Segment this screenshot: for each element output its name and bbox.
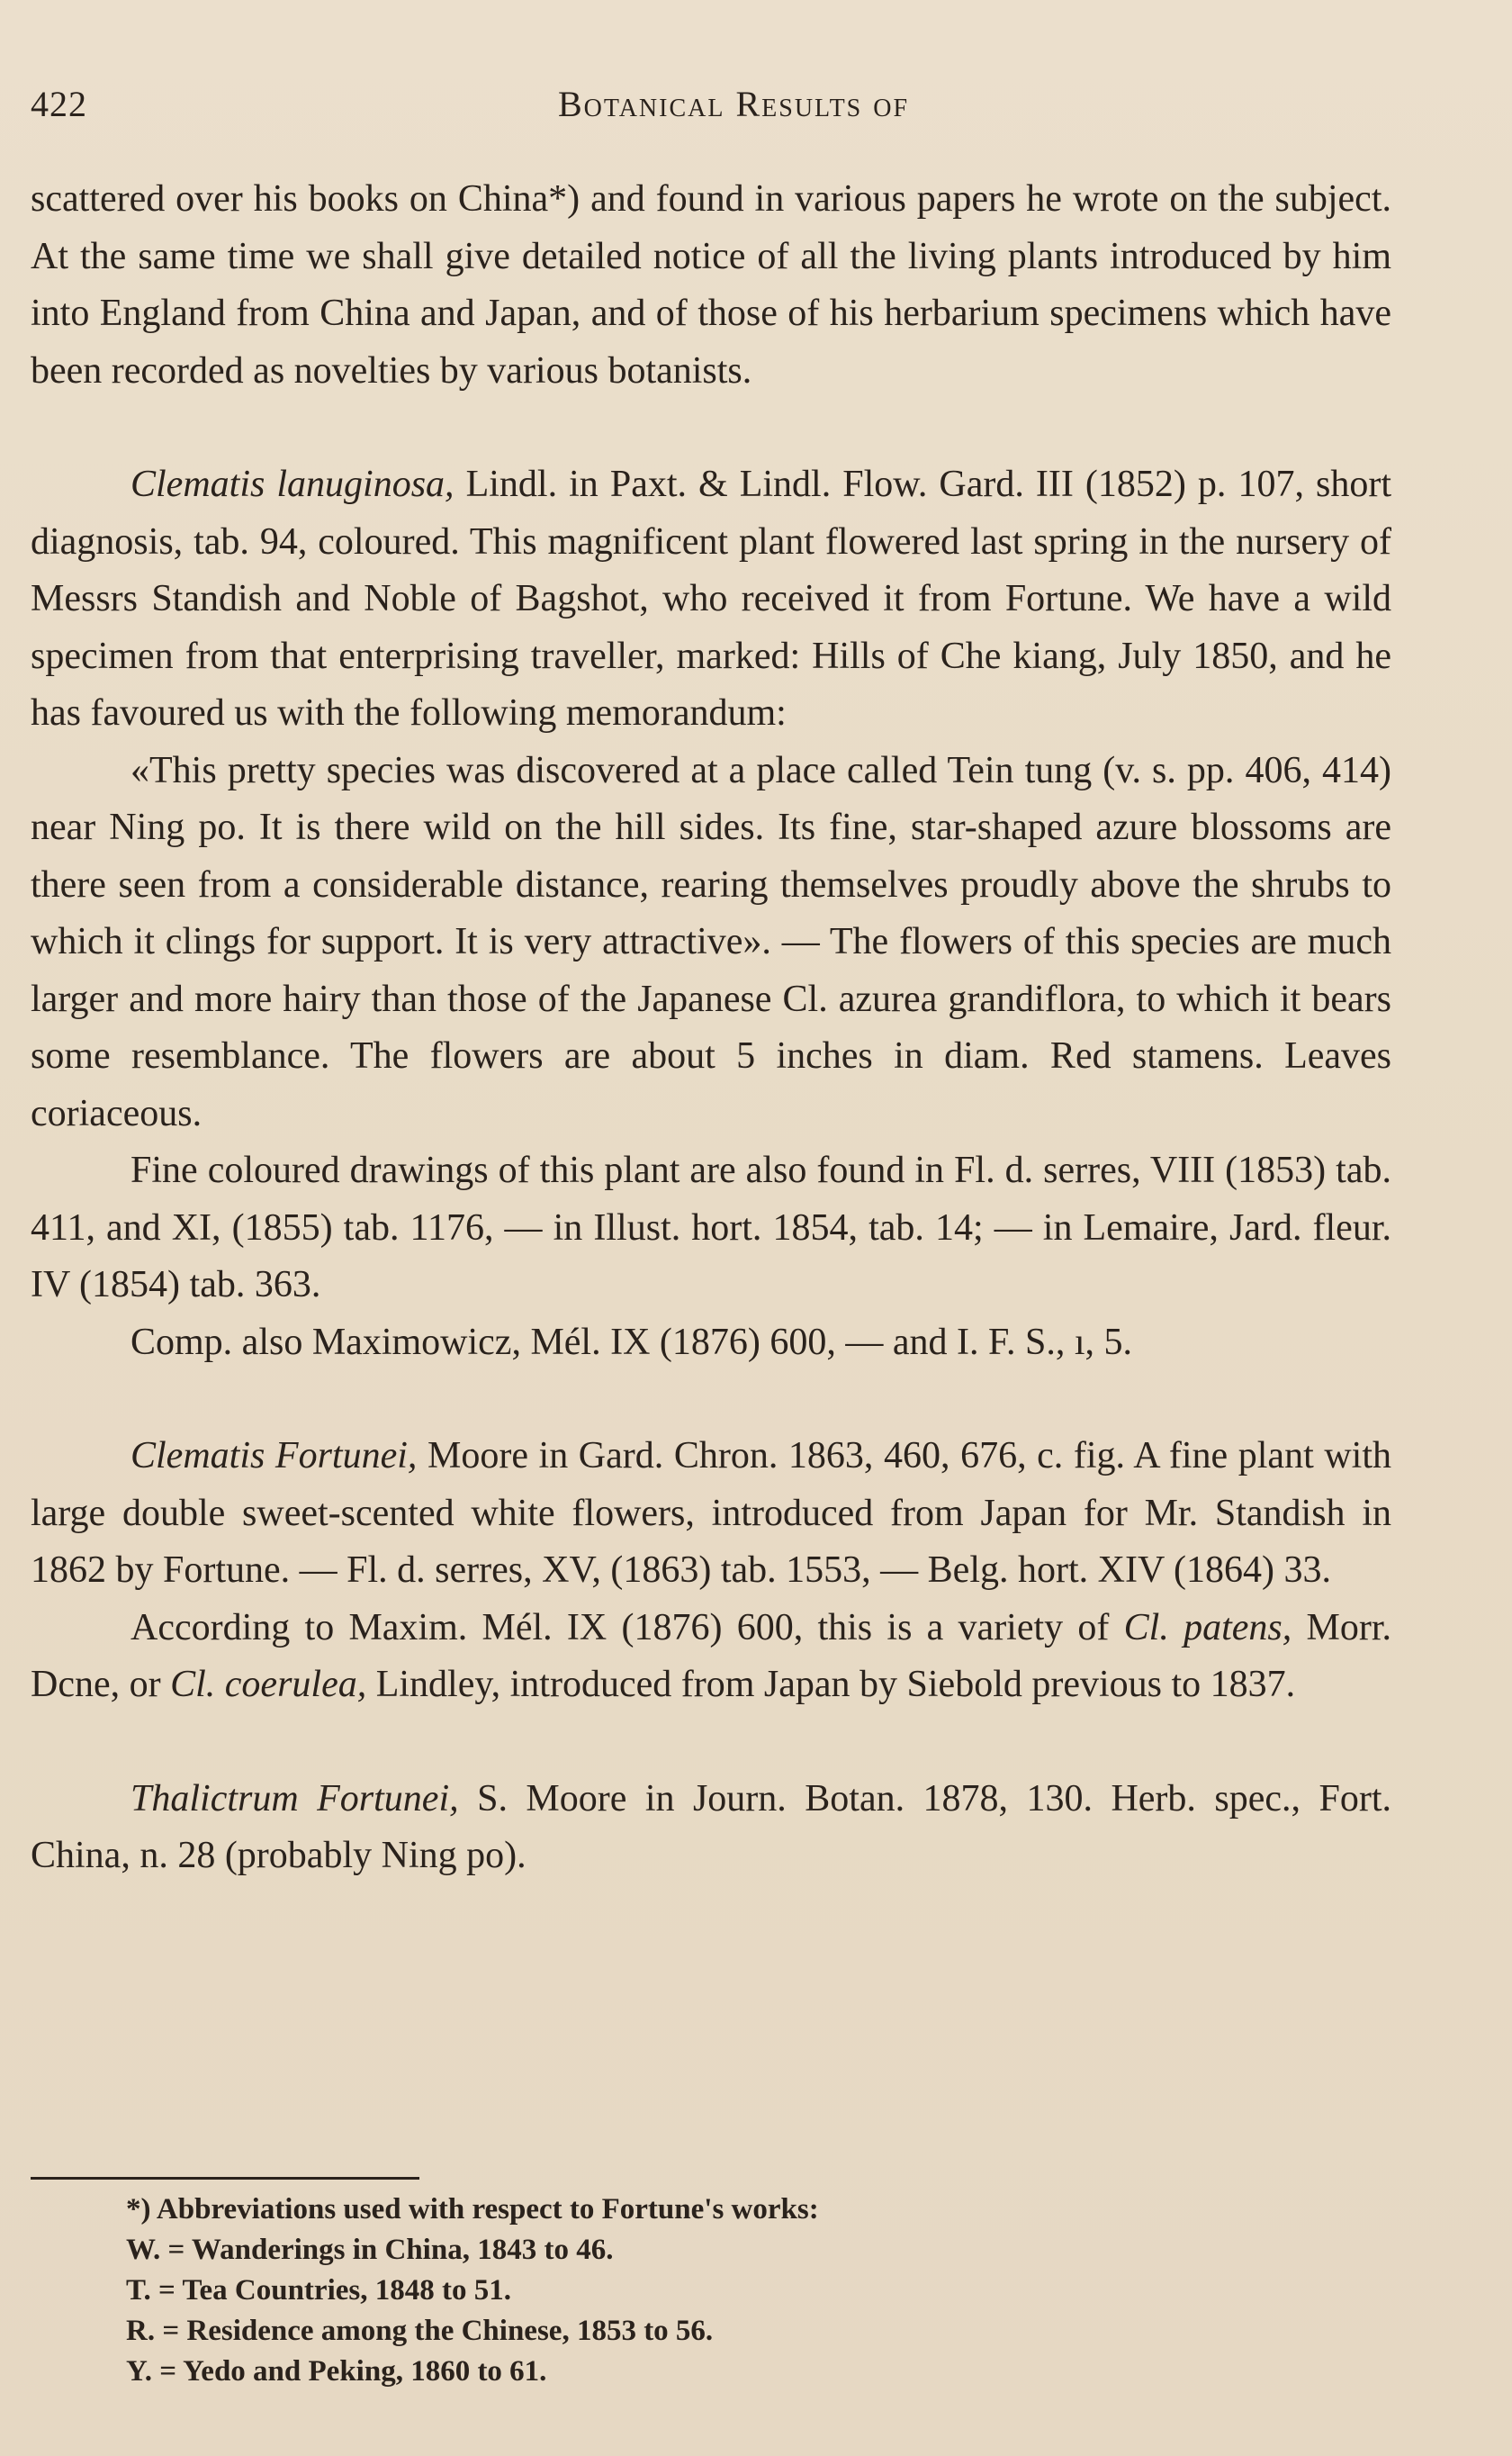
intro-paragraph: scattered over his books on China*) and found in various papers he wrote on the subject. At the same time we shall give detailed notice of all the living plants introduced by him into England from China and Japan, and of those of his herbarium specimens which have been recorded as novelties by various botanists.: [31, 178, 1391, 392]
footnotes: [126, 2190, 1296, 2392]
entry-clematis-lanuginosa: [31, 456, 1391, 743]
species-name: Clematis Fortunei,: [130, 1435, 418, 1476]
running-title: Botanical Results of: [557, 84, 910, 124]
quote-paragraph: «This pretty species was discovered at a place called Tein tung (v. s. pp. 406, 414) near Ning po. It is there wild on the hill sides. Its fine, star-shaped azure blossoms are there seen from a considerable distance, rearing themselves proudly above the shrubs to which it clings for support. It is very attractive». — The flowers of this species are much larger and more hairy than those of the Japanese Cl. azurea grandiflora, to which it bears some resemblance. The flowers are about 5 inches in diam. Red stamens. Leaves coriaceous.: [31, 749, 1391, 1134]
entry-thalictrum-fortunei: [31, 1771, 1391, 1885]
according-text-middle: Morr. Dcne, or: [31, 1606, 1392, 1705]
species-name: Thalictrum Fortunei,: [130, 1777, 459, 1819]
comparison-paragraph: Comp. also Maximowicz, Mél. IX (1876) 600, — and I. F. S., ı, 5.: [130, 1321, 1133, 1363]
footnote-item: Y. = Yedo and Peking, 1860 to 61.: [126, 2355, 547, 2388]
according-paragraph: [31, 1600, 1391, 1714]
main-text: [31, 171, 1391, 1885]
page-number: 422: [31, 84, 87, 124]
page-header: [31, 83, 1436, 137]
drawings-paragraph: Fine coloured drawings of this plant are also found in Fl. d. serres, VIII (1853) tab. 411, and XI, (1855) tab. 1176, — in Illust. hort. 1854, tab. 14; — in Lemaire, Jard. fleur. IV (1854) tab. 363.: [31, 1150, 1391, 1305]
footnote-item: W. = Wanderings in China, 1843 to 46.: [126, 2234, 614, 2266]
entry-text: Moore in Gard. Chron. 1863, 460, 676, c. fig. A fine plant with large double sweet-scented white flowers, introduced from Japan for Mr. Standish in 1862 by Fortune. — Fl. d. serres, XV, (1863) tab. 1553, — Belg. hort. XIV (1864) 33.: [31, 1435, 1391, 1591]
species-name: Clematis lanuginosa,: [130, 464, 454, 505]
footnote-divider: [31, 2177, 419, 2180]
footnote-item: R. = Residence among the Chinese, 1853 to 56.: [126, 2315, 714, 2347]
species-name-patens: Cl. patens,: [1123, 1606, 1292, 1648]
species-name-coerulea: Cl. coerulea,: [170, 1664, 367, 1705]
entry-clematis-fortunei: [31, 1428, 1391, 1600]
according-text-end: Lindley, introduced from Japan by Siebold previous to 1837.: [366, 1664, 1296, 1705]
entry-text: Lindl. in Paxt. & Lindl. Flow. Gard. III (1852) p. 107, short diagnosis, tab. 94, coloured. This magnificent plant flowered last spring in the nursery of Messrs Standish and Noble of Bagshot, who received it from Fortune. We have a wild specimen from that enterprising traveller, marked: Hills of Che kiang, July 1850, and he has favoured us with the following memorandum:: [31, 464, 1391, 734]
entry-text: S. Moore in Journ. Botan. 1878, 130. Herb. spec., Fort. China, n. 28 (probably Ning po).: [31, 1777, 1391, 1876]
footnote-intro: *) Abbreviations used with respect to Fortune's works:: [126, 2193, 819, 2226]
footnote-item: T. = Tea Countries, 1848 to 51.: [126, 2274, 511, 2307]
according-text-start: According to Maxim. Mél. IX (1876) 600, this is a variety of: [130, 1606, 1124, 1648]
